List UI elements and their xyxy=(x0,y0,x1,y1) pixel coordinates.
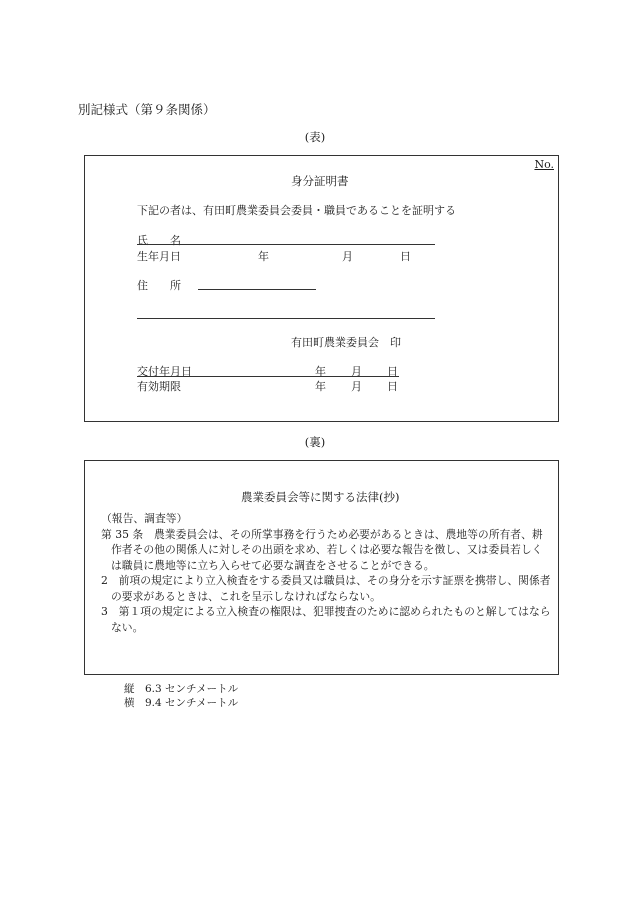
back-label: (裏) xyxy=(304,435,326,449)
birth-month-unit: 月 xyxy=(342,250,353,263)
validity-label: 有効期限 xyxy=(137,380,181,393)
address-line xyxy=(198,289,316,290)
card-title: 身分証明書 xyxy=(291,174,349,188)
section-heading: （報告、調査等） xyxy=(101,512,188,525)
name-label: 氏 名 xyxy=(137,234,181,247)
birth-day-unit: 日 xyxy=(400,250,411,263)
issue-date-line xyxy=(137,376,399,377)
address-label: 住 所 xyxy=(137,279,181,292)
issue-month-unit: 月 xyxy=(351,365,362,378)
issue-day-unit: 日 xyxy=(387,365,398,378)
address-line-2 xyxy=(137,318,435,319)
id-card-front xyxy=(84,155,559,422)
serial-number-label: No. xyxy=(534,158,554,171)
card-height-spec: 縦 6.3 センチメートル xyxy=(124,683,239,695)
article-35: 第 35 条 農業委員会は、その所掌事務を行うため必要があるときは、農地等の所有者、耕作者その他の関係人に対しその出頭を求め、若しくは必要な報告を徴し、又は委員若しくは職員に農地等に立ち入らせて必要な調査をさせることができる。 xyxy=(101,527,543,572)
validity-year-unit: 年 xyxy=(315,380,326,393)
form-title: 別記様式（第９条関係） xyxy=(78,102,216,117)
certification-statement: 下記の者は、有田町農業委員会委員・職員であることを証明する xyxy=(137,204,456,217)
name-line xyxy=(137,244,435,245)
paragraph-3: 3 第１項の規定による立入検査の権限は、犯罪捜査のために認められたものと解してはならない。 xyxy=(101,605,551,634)
paragraph-2: 2 前項の規定により立入検査をする委員又は職員は、その身分を示す証票を携帯し、関係者の要求があるときは、これを呈示しなければならない。 xyxy=(101,574,551,603)
id-card-back xyxy=(84,460,559,675)
front-label: (表) xyxy=(304,130,326,144)
card-width-spec: 横 9.4 センチメートル xyxy=(124,697,239,709)
birth-date-label: 生年月日 xyxy=(137,250,181,263)
validity-day-unit: 日 xyxy=(387,380,398,393)
law-excerpt xyxy=(101,511,553,635)
validity-month-unit: 月 xyxy=(351,380,362,393)
issue-year-unit: 年 xyxy=(315,365,326,378)
law-title: 農業委員会等に関する法律(抄) xyxy=(241,490,400,504)
issuer-name: 有田町農業委員会 印 xyxy=(291,336,401,349)
birth-year-unit: 年 xyxy=(258,250,269,263)
issue-date-label: 交付年月日 xyxy=(137,365,192,378)
